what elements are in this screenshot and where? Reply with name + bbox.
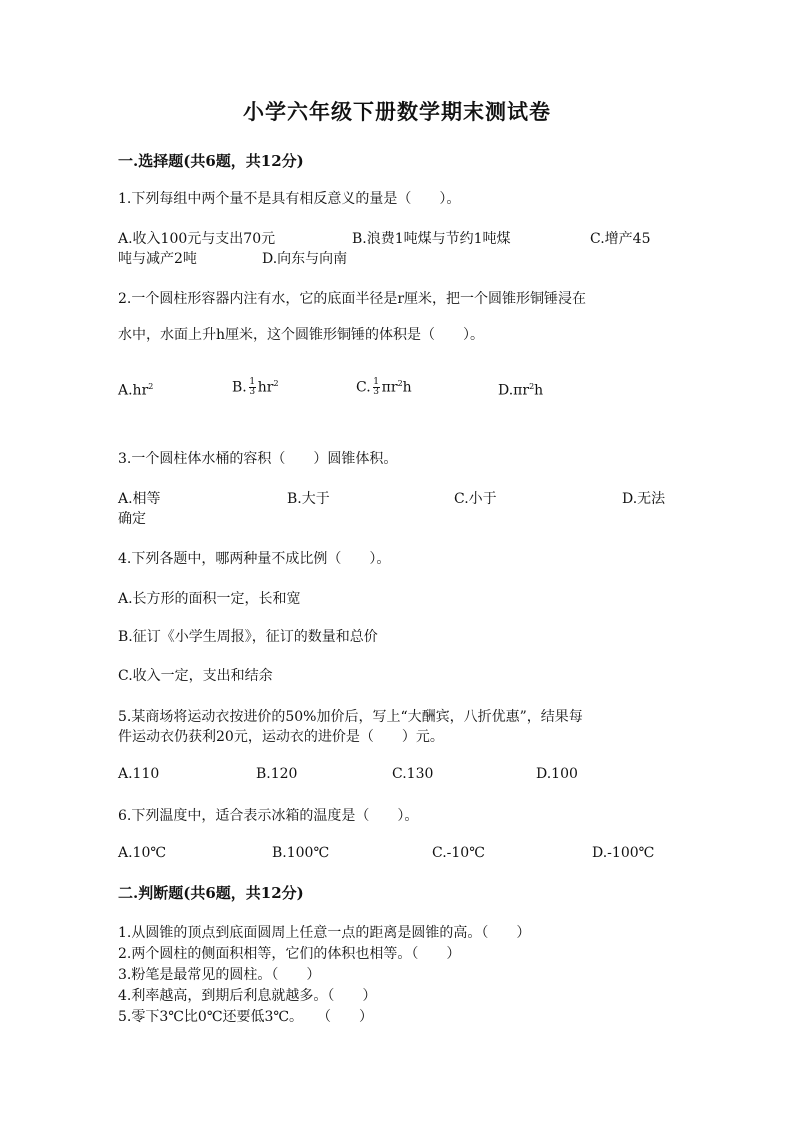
question-6-option-b: B.100℃: [272, 845, 330, 861]
question-1-option-b: B.浪费1吨煤与节约1吨煤: [352, 231, 511, 247]
section-heading-choice: 一.选择题(共6题，共12分): [118, 152, 304, 170]
judge-item-2: 2.两个圆柱的侧面积相等，它们的体积也相等。（ ）: [118, 946, 461, 962]
question-2-stem-line-2: 水中，水面上升h厘米，这个圆锥形铜锤的体积是（ ）。: [118, 327, 485, 343]
question-3-option-d-wrap: 确定: [118, 511, 146, 527]
question-6-stem: 6.下列温度中，适合表示冰箱的温度是（ ）。: [118, 808, 419, 824]
question-3-option-a: A.相等: [118, 491, 161, 507]
question-4-option-a: A.长方形的面积一定，长和宽: [118, 591, 301, 607]
question-5-stem-line-2: 件运动衣仍获利20元，运动衣的进价是（ ）元。: [118, 729, 444, 745]
question-4-option-c: C.收入一定，支出和结余: [118, 668, 273, 684]
question-1-option-c: C.增产45: [590, 231, 651, 247]
question-6-option-d: D.-100℃: [592, 845, 655, 861]
question-4-option-b: B.征订《小学生周报》，征订的数量和总价: [118, 629, 378, 645]
question-6-option-c: C.-10℃: [432, 845, 485, 861]
question-3-stem: 3.一个圆柱体水桶的容积（ ）圆锥体积。: [118, 451, 398, 467]
question-1-option-a: A.收入100元与支出70元: [118, 231, 276, 247]
question-2-stem-line-1: 2.一个圆柱形容器内注有水，它的底面半径是r厘米，把一个圆锥形铜锤浸在: [118, 291, 587, 307]
question-4-stem: 4.下列各题中，哪两种量不成比例（ ）。: [118, 551, 391, 567]
question-3-option-d: D.无法: [622, 491, 666, 507]
question-5-option-c: C.130: [392, 766, 434, 782]
section-heading-judge: 二.判断题(共6题，共12分): [118, 884, 304, 902]
question-1-option-c-wrap: 吨与减产2吨: [118, 251, 197, 267]
question-6-option-a: A.10℃: [118, 845, 167, 861]
question-1-option-d: D.向东与向南: [262, 251, 348, 267]
judge-item-4: 4.利率越高，到期后利息就越多。（ ）: [118, 988, 377, 1004]
question-2-option-d: $D.\pi r^2h$: [498, 382, 544, 399]
question-2-option-a: $A.hr^2$: [118, 382, 154, 399]
judge-item-3: 3.粉笔是最常见的圆柱。（ ）: [118, 967, 321, 983]
question-3-option-c: C.小于: [454, 491, 497, 507]
question-5-option-d: D.100: [536, 766, 578, 782]
judge-item-5: 5.零下3℃比0℃还要低3℃。 （ ）: [118, 1009, 374, 1025]
fraction-one-third: $\frac{1}{3}$: [373, 377, 380, 397]
question-5-option-a: A.110: [118, 766, 160, 782]
question-5-option-b: B.120: [256, 766, 298, 782]
question-2-option-c: C. $\frac{1}{3}$ $\pi r^2h$: [356, 377, 412, 397]
question-1-stem: 1.下列每组中两个量不是具有相反意义的量是（ ）。: [118, 191, 461, 207]
question-3-option-b: B.大于: [287, 491, 330, 507]
judge-item-1: 1.从圆锥的顶点到底面圆周上任意一点的距离是圆锥的高。（ ）: [118, 925, 531, 941]
page-title: 小学六年级下册数学期末测试卷: [243, 99, 551, 124]
question-5-stem-line-1: 5.某商场将运动衣按进价的50%加价后，写上“大酬宾，八折优惠”，结果每: [118, 709, 583, 725]
fraction-one-third: $\frac{1}{3}$: [249, 377, 256, 397]
question-2-option-b: B. $\frac{1}{3}$ $hr^2$: [232, 377, 279, 397]
